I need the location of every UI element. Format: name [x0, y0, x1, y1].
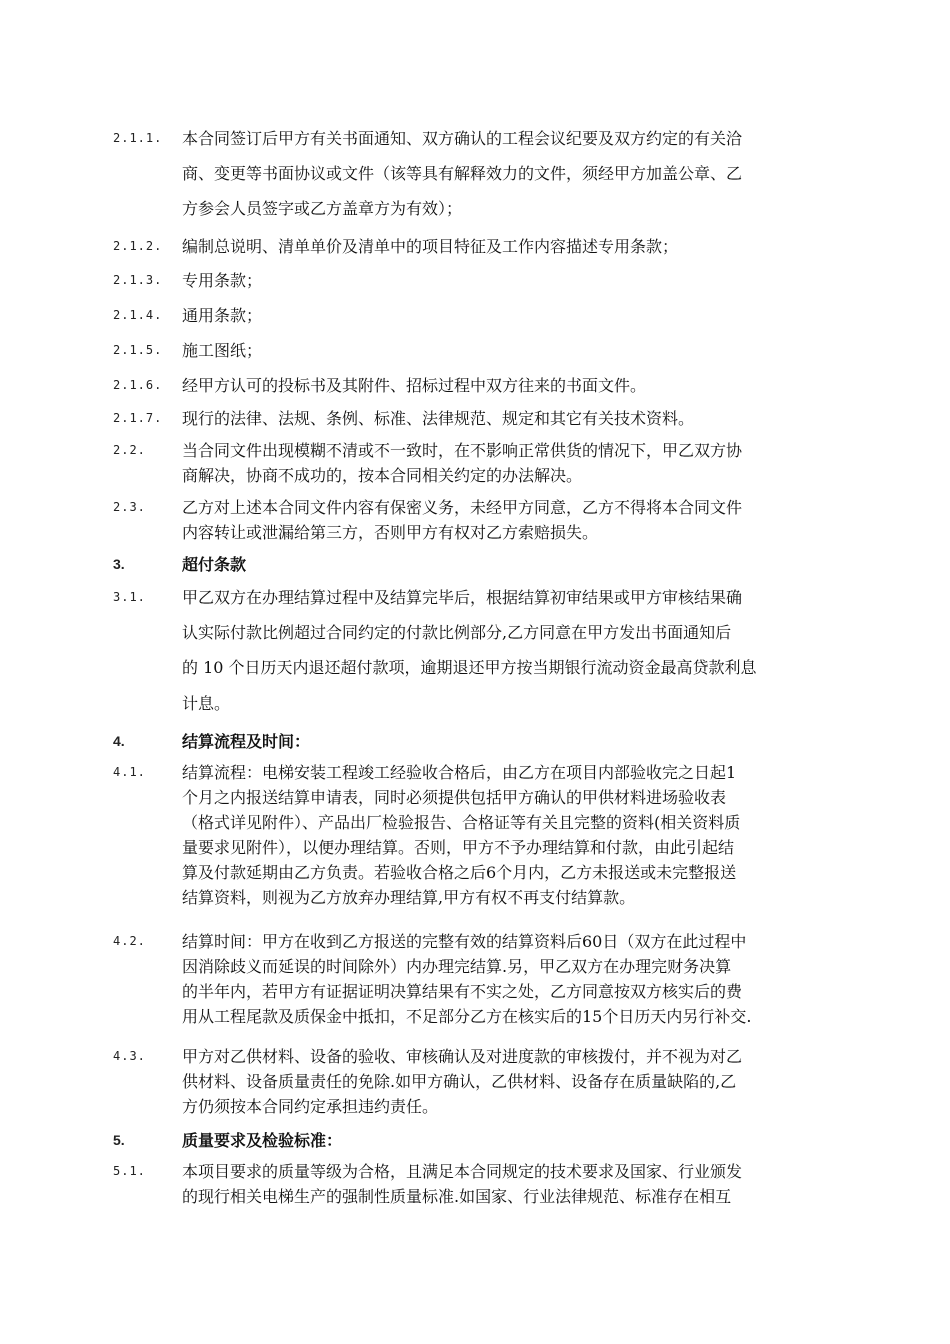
clause-text-line: 现行的法律、法规、条例、标准、法律规范、规定和其它有关技术资料。 [182, 409, 695, 428]
clause-text-line: 的半年内，若甲方有证据证明决算结果有不实之处，乙方同意按双方核实后的费 [182, 982, 743, 1001]
clause-text-line: 编制总说明、清单单价及清单中的项目特征及工作内容描述专用条款； [182, 237, 679, 256]
clause-number: 5.1. [113, 1164, 146, 1178]
clause-text-line: 个月之内报送结算申请表，同时必须提供包括甲方确认的甲供材料进场验收表 [182, 788, 727, 807]
clause-text-line: 结算时间：甲方在收到乙方报送的完整有效的结算资料后60日（双方在此过程中 [182, 932, 747, 951]
clause-text-line: 供材料、设备质量责任的免除.如甲方确认，乙供材料、设备存在质量缺陷的,乙 [182, 1072, 737, 1091]
section-number: 3. [113, 556, 125, 572]
clause-text-line: 的现行相关电梯生产的强制性质量标准.如国家、行业法律规范、标准存在相互 [182, 1187, 732, 1206]
clause-text-line: 乙方对上述本合同文件内容有保密义务，未经甲方同意，乙方不得将本合同文件 [182, 498, 743, 517]
clause-number: 4.1. [113, 765, 146, 779]
clause-text-line: 算及付款延期由乙方负责。若验收合格之后6个月内，乙方未报送或未完整报送 [182, 863, 737, 882]
clause-text-line: 甲乙双方在办理结算过程中及结算完毕后，根据结算初审结果或甲方审核结果确 [182, 588, 743, 607]
section-title: 结算流程及时间： [182, 732, 311, 751]
clause-text-line: 商解决，协商不成功的，按本合同相关约定的办法解决。 [182, 466, 583, 485]
clause-number: 2.1.4. [113, 308, 163, 322]
clause-number: 2.1.7. [113, 411, 163, 425]
section-number: 5. [113, 1132, 125, 1148]
section-number: 4. [113, 733, 125, 749]
clause-text-line: 当合同文件出现模糊不清或不一致时，在不影响正常供货的情况下，甲乙双方协 [182, 441, 743, 460]
clause-number: 2.1.1. [113, 131, 163, 145]
clause-text-line: 内容转让或泄漏给第三方，否则甲方有权对乙方索赔损失。 [182, 523, 599, 542]
clause-text-line: 计息。 [182, 694, 231, 713]
clause-number: 4.3. [113, 1049, 146, 1063]
clause-text-line: 的 10 个日历天内退还超付款项，逾期退还甲方按当期银行流动资金最高贷款利息 [182, 658, 757, 677]
clause-number: 3.1. [113, 590, 146, 604]
clause-number: 2.1.5. [113, 343, 163, 357]
clause-text-line: 经甲方认可的投标书及其附件、招标过程中双方往来的书面文件。 [182, 376, 647, 395]
clause-text-line: 商、变更等书面协议或文件（该等具有解释效力的文件，须经甲方加盖公章、乙 [182, 164, 743, 183]
clause-text-line: 因消除歧义而延误的时间除外）内办理完结算.另，甲乙双方在办理完财务决算 [182, 957, 732, 976]
clause-text-line: 甲方对乙供材料、设备的验收、审核确认及对进度款的审核拨付，并不视为对乙 [182, 1047, 743, 1066]
section-title: 超付条款 [182, 555, 247, 574]
clause-text-line: 用从工程尾款及质保金中抵扣，不足部分乙方在核实后的15个日历天内另行补交. [182, 1007, 752, 1026]
clause-number: 2.3. [113, 500, 146, 514]
clause-text-line: 认实际付款比例超过合同约定的付款比例部分,乙方同意在甲方发出书面通知后 [182, 623, 732, 642]
clause-number: 2.2. [113, 443, 146, 457]
clause-text-line: 本合同签订后甲方有关书面通知、双方确认的工程会议纪要及双方约定的有关洽 [182, 129, 743, 148]
clause-text-line: 专用条款； [182, 271, 263, 290]
clause-number: 2.1.3. [113, 273, 163, 287]
clause-text-line: （格式详见附件）、产品出厂检验报告、合格证等有关且完整的资料(相关资料质 [182, 813, 741, 832]
clause-text-line: 结算资料，则视为乙方放弃办理结算,甲方有权不再支付结算款。 [182, 888, 636, 907]
clause-text-line: 通用条款； [182, 306, 263, 325]
clause-number: 2.1.6. [113, 378, 163, 392]
clause-text-line: 结算流程：电梯安装工程竣工经验收合格后，由乙方在项目内部验收完之日起1 [182, 763, 737, 782]
clause-number: 2.1.2. [113, 239, 163, 253]
clause-text-line: 方参会人员签字或乙方盖章方为有效）； [182, 199, 463, 218]
clause-text-line: 方仍须按本合同约定承担违约责任。 [182, 1097, 439, 1116]
clause-text-line: 施工图纸； [182, 341, 263, 360]
section-title: 质量要求及检验标准： [182, 1131, 343, 1150]
clause-text-line: 本项目要求的质量等级为合格，且满足本合同规定的技术要求及国家、行业颁发 [182, 1162, 743, 1181]
clause-text-line: 量要求见附件），以便办理结算。否则，甲方不予办理结算和付款，由此引起结 [182, 838, 735, 857]
clause-number: 4.2. [113, 934, 146, 948]
